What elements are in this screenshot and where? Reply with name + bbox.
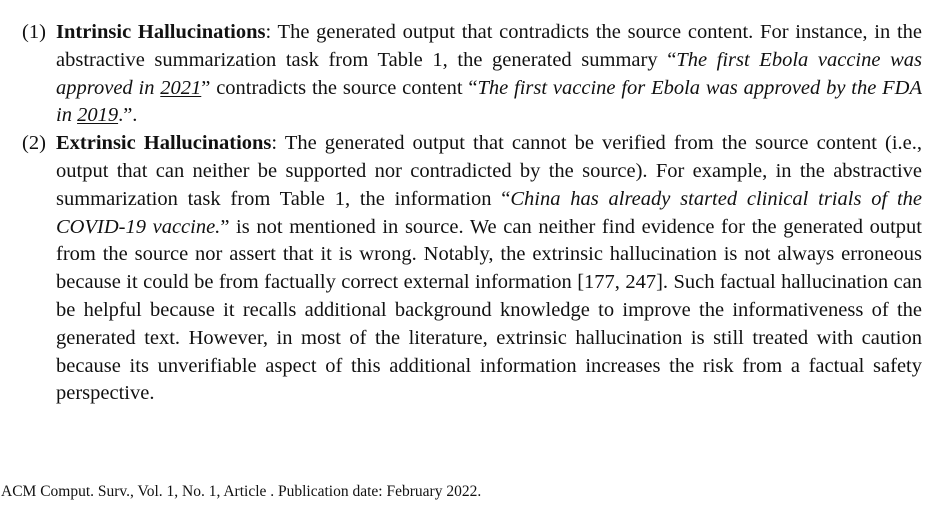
list-item-extrinsic [18, 130, 922, 408]
quote-source-content: The first vaccine for Ebola was approved by the FDA in 2019 [56, 76, 922, 127]
definition-text: : The generated output that cannot be verified from the source content (i.e., output that can neither be supported nor contradicted by the source). For example, in the abstractive summarization task from Table 1, the information “ [56, 132, 922, 210]
definition-text: : The generated output that contradicts the source content. For instance, in the abstractive summarization task from Table 1, the generated summary “ [56, 21, 922, 71]
term-extrinsic-hallucinations: Extrinsic Hallucinations [56, 132, 272, 155]
page-footer: ACM Comput. Surv., Vol. 1, No. 1, Article . Publication date: February 2022. [1, 483, 482, 500]
definition-text: ” is not mentioned in source. We can neither find evidence for the generated output from the source nor assert that it is wrong. Notably, the extrinsic hallucination is not always erroneous because it could be from factually correct external information [177, 247]. Such factual hallucination can be helpful because it recalls additional background knowledge to improve the informativeness of the generated text. However, in most of the literature, extrinsic hallucination is still treated with caution because its unverifiable aspect of this additional information increases the risk from a factual safety perspective. [56, 215, 922, 405]
hallucination-types-list [18, 19, 922, 408]
definition-text: ” contradicts the source content “ [201, 76, 478, 99]
term-intrinsic-hallucinations: Intrinsic Hallucinations [56, 21, 266, 43]
list-item-number: (1) [22, 21, 46, 43]
list-item-intrinsic [18, 19, 922, 130]
list-item-number: (2) [22, 132, 46, 155]
definition-text: .”. [118, 104, 138, 127]
quote-china-covid: China has already started clinical trials of the COVID-19 vaccine. [56, 187, 922, 238]
underlined-year: 2019 [77, 104, 119, 127]
underlined-year: 2021 [160, 76, 202, 99]
quote-generated-summary: The first Ebola vaccine was approved in 2021 [56, 48, 922, 99]
